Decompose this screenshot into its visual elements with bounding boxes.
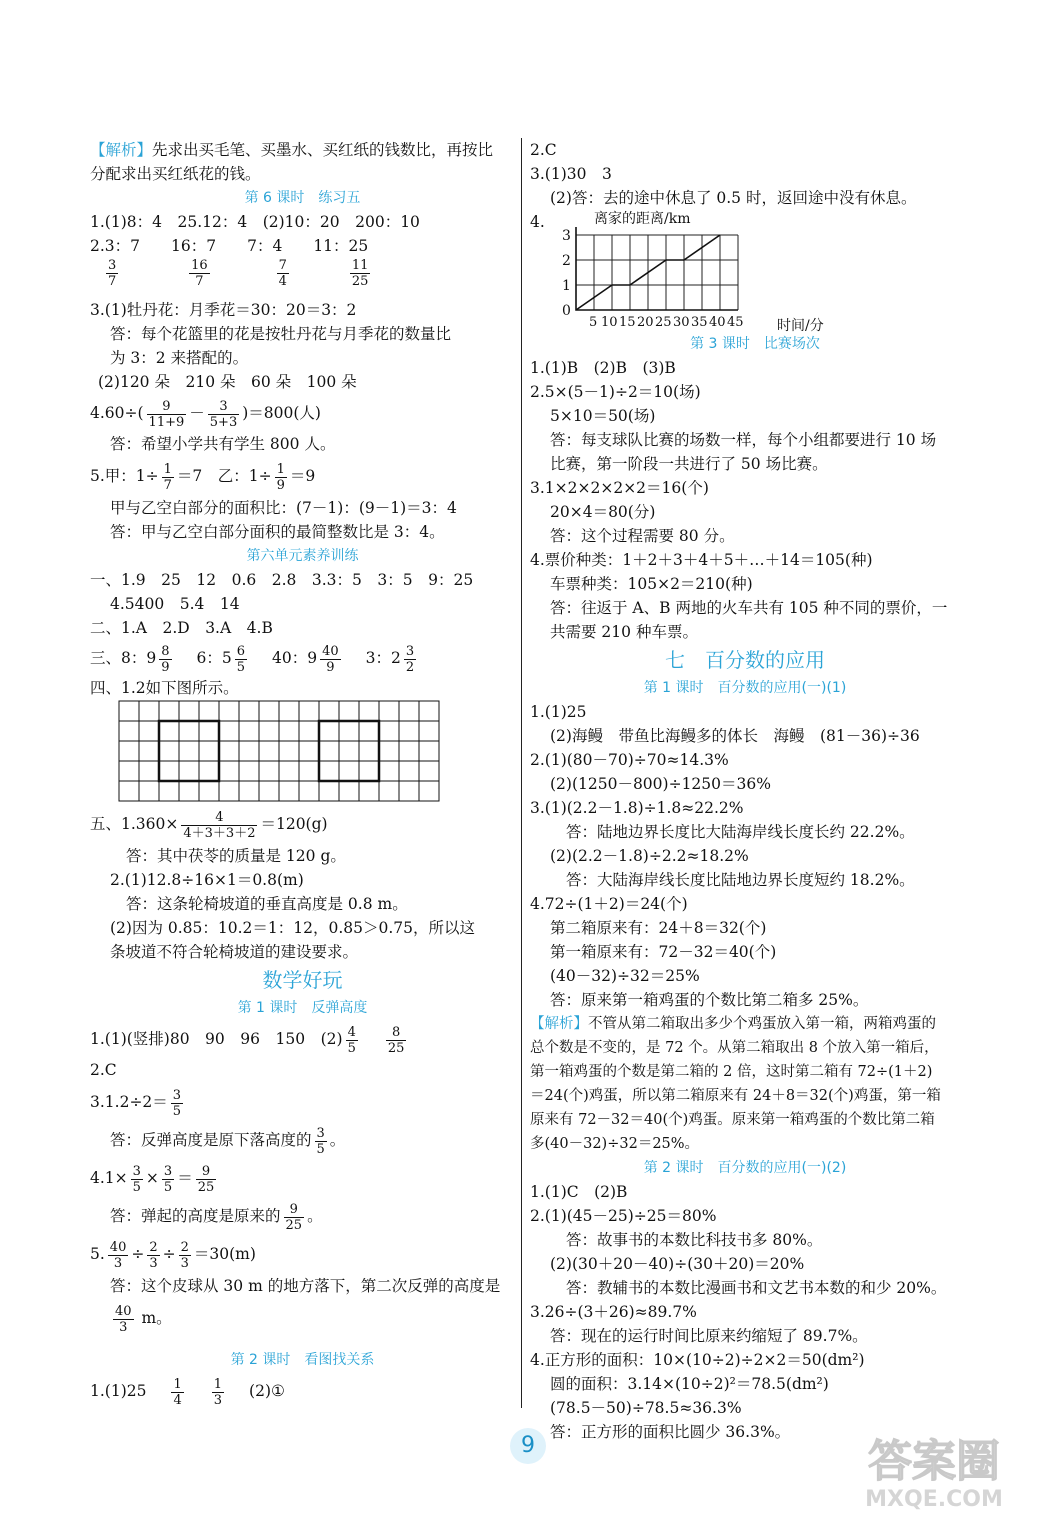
answer-line: 答：教辅书的本数比漫画书和文艺书本数的和少 20%。 bbox=[566, 1279, 947, 1297]
text-line: 分配求出买红纸花的钱。 bbox=[90, 165, 261, 183]
answer-line: 圆的面积：3.14×(10÷2)²＝78.5(dm²) bbox=[550, 1375, 829, 1393]
answer-line: 答：原来第一箱鸡蛋的个数比第二箱多 25%。 bbox=[550, 991, 869, 1009]
answer-line: 1.(1)25 bbox=[530, 703, 587, 721]
svg-text:MXQE.COM: MXQE.COM bbox=[865, 1487, 1003, 1512]
x-tick-label: 35 bbox=[691, 315, 708, 330]
answer-line: 答：反弹高度是原下落高度的 $\frac{3}{5}$ 。 bbox=[110, 1125, 346, 1157]
analysis-paragraph: 【解析】不管从第二箱取出多少个鸡蛋放入第一箱，两箱鸡蛋的总个数是不变的，是 72 个。从第二箱取出 8 个放入第一箱后，第一箱鸡蛋的个数是第二箱的 2 倍，这时第二箱有 72÷(1＋2)＝24(个)鸡蛋，所以第二箱原来有 24＋8＝32(个)鸡蛋，第一箱原来有 72－32＝40(个)鸡蛋。原来第一箱鸡蛋的个数比第二箱多(40－32)÷32＝25%。 bbox=[530, 1016, 941, 1152]
answer-line: 答：这个皮球从 30 m 的地方落下，第二次反弹的高度是 bbox=[110, 1277, 501, 1295]
answer-line: (2)答：去的途中休息了 0.5 时，返回途中没有休息。 bbox=[550, 189, 917, 207]
answer-line: (2)(30＋20－40)÷(30＋20)＝20% bbox=[550, 1255, 805, 1273]
answer-line: 答：每支球队比赛的场数一样，每个小组都要进行 10 场 bbox=[550, 431, 937, 449]
answer-line: 4.72÷(1＋2)＝24(个) bbox=[530, 895, 688, 913]
answer-line: $\frac{40}{3}$ m。 bbox=[115, 1303, 172, 1335]
grid-drawing bbox=[118, 700, 440, 802]
y-tick-label: 0 bbox=[562, 303, 571, 319]
fraction: $\frac{9}{25}$ bbox=[197, 1163, 215, 1195]
answer-line: 5.甲：1÷ $\frac{1}{7}$ ＝7 乙：1÷ $\frac{1}{9}$ ＝9 bbox=[90, 461, 316, 493]
fraction: $\frac{9}{11+9}$ bbox=[148, 398, 185, 430]
watermark-logo bbox=[844, 1424, 1024, 1514]
lesson-heading: 第 3 课时 比赛场次 bbox=[690, 336, 820, 352]
answer-line: 2.3：7 16：7 7：4 11：25 bbox=[90, 237, 369, 255]
fraction: $\frac{3}{2}$ bbox=[405, 643, 415, 675]
fraction: $\frac{4}{4+3+3+2}$ bbox=[183, 809, 256, 841]
fraction: $\frac{8}{9}$ bbox=[161, 643, 170, 675]
section-title: 数学好玩 bbox=[262, 968, 343, 992]
question-number: 4. bbox=[530, 213, 545, 231]
answer-line: 甲与乙空白部分的面积比：(7－1)：(9－1)＝3：4 bbox=[110, 499, 457, 517]
answer-line: 3.1.2÷2＝ $\frac{3}{5}$ bbox=[90, 1087, 182, 1119]
answer-line: 1.(1)B (2)B (3)B bbox=[530, 359, 676, 377]
distance-chart bbox=[530, 210, 960, 332]
fraction: $\frac{3}{5+3}$ bbox=[209, 398, 238, 430]
answer-line: (40－32)÷32＝25% bbox=[550, 967, 700, 985]
answer-line: 答：希望小学共有学生 800 人。 bbox=[110, 435, 336, 453]
answer-line: 答：弹起的高度是原来的 $\frac{9}{25}$ 。 bbox=[110, 1201, 323, 1233]
lesson-heading: 第 1 课时 反弹高度 bbox=[237, 1000, 368, 1016]
answer-line: 五、1.360× $\frac{4}{4+3+3+2}$ ＝120(g) bbox=[90, 809, 328, 841]
answer-line: 答：这条轮椅坡道的垂直高度是 0.8 m。 bbox=[126, 895, 408, 913]
answer-line: (2)因为 0.85：10.2＝1：12，0.85＞0.75，所以这 bbox=[110, 919, 476, 937]
answer-line: 3.1×2×2×2×2＝16(个) bbox=[530, 479, 709, 497]
fraction: $\frac{2}{3}$ bbox=[180, 1239, 189, 1271]
x-tick-label: 45 bbox=[727, 315, 744, 330]
analysis-line: 【解析】先求出买毛笔、买墨水、买红纸的钱数比，再按比 bbox=[90, 141, 494, 159]
answer-line: 答：正方形的面积比圆少 36.3%。 bbox=[550, 1423, 791, 1441]
answer-line: 2.5×(5－1)÷2＝10(场) bbox=[530, 383, 701, 401]
answer-line: 2.(1)12.8÷16×1＝0.8(m) bbox=[110, 871, 304, 889]
answer-line: 四、1.2如下图所示。 bbox=[90, 679, 239, 697]
answer-line: 三、8：9 $\frac{8}{9}$ 6：5 $\frac{6}{5}$ 40：9 $\frac{40}{9}$ 3：2 $\frac{3}{2}$ bbox=[90, 643, 415, 675]
fraction: $\frac{11}{25}$ bbox=[351, 258, 369, 289]
lesson-heading: 第 2 课时 百分数的应用(一)(2) bbox=[643, 1160, 847, 1176]
answer-line: 3.(1)牡丹花：月季花＝30：20＝3：2 bbox=[90, 301, 357, 319]
answer-line: 共需要 210 种车票。 bbox=[550, 623, 698, 641]
answer-line: 2.C bbox=[530, 141, 557, 159]
fraction: $\frac{3}{5}$ bbox=[172, 1087, 182, 1119]
answer-line: 3.(1)(2.2－1.8)÷1.8≈22.2% bbox=[530, 799, 744, 817]
answer-line: 3.(1)30 3 bbox=[530, 165, 612, 183]
fraction: $\frac{6}{5}$ bbox=[236, 643, 246, 675]
y-tick-label: 1 bbox=[562, 278, 571, 294]
fraction: $\frac{3}{5}$ bbox=[163, 1163, 173, 1195]
fraction: $\frac{1}{4}$ bbox=[173, 1376, 182, 1408]
answer-line: (2)海鳗 带鱼比海鳗多的体长 海鳗 (81－36)÷36 bbox=[550, 727, 920, 745]
right-column bbox=[530, 138, 960, 1444]
answer-line: 答：陆地边界长度比大陆海岸线长度长约 22.2%。 bbox=[566, 823, 915, 841]
answer-line: 答：每个花篮里的花是按牡丹花与月季花的数量比 bbox=[110, 325, 452, 343]
lesson-heading: 第 1 课时 百分数的应用(一)(1) bbox=[643, 680, 847, 696]
answer-line: 2.(1)(80－70)÷70≈14.3% bbox=[530, 751, 729, 769]
answer-line: 答：故事书的本数比科技书多 80%。 bbox=[566, 1231, 823, 1249]
fraction: $\frac{40}{3}$ bbox=[109, 1239, 127, 1271]
answer-line: 3.26÷(3＋26)≈89.7% bbox=[530, 1303, 697, 1321]
answer-line: 一、1.9 25 12 0.6 2.8 3.3：5 3：5 9：25 bbox=[90, 571, 474, 589]
answer-line: 答：现在的运行时间比原来约缩短了 89.7%。 bbox=[550, 1327, 868, 1345]
answer-line: 1.(1)25 $\frac{1}{4}$ $\frac{1}{3}$ (2)① bbox=[90, 1376, 285, 1408]
fraction: $\frac{3}{5}$ bbox=[316, 1125, 325, 1157]
x-tick-label: 25 bbox=[655, 315, 672, 330]
x-tick-label: 15 bbox=[619, 315, 636, 330]
x-tick-label: 30 bbox=[673, 315, 690, 330]
x-axis-label: 时间/分 bbox=[777, 318, 824, 332]
answer-line: (2)(1250－800)÷1250＝36% bbox=[550, 775, 771, 793]
fraction: $\frac{4}{5}$ bbox=[347, 1024, 356, 1056]
fraction: $\frac{16}{7}$ bbox=[191, 258, 208, 289]
answer-line: 20×4＝80(分) bbox=[550, 503, 656, 521]
answer-line: 5×10＝50(场) bbox=[550, 407, 656, 425]
y-axis-label: 离家的距离/km bbox=[594, 211, 691, 227]
y-tick-label: 3 bbox=[562, 228, 571, 244]
fraction: $\frac{1}{7}$ bbox=[163, 461, 172, 493]
grid-figure bbox=[90, 700, 515, 804]
svg-text:答案圈: 答案圈 bbox=[868, 1436, 1000, 1487]
answer-line: 2.(1)(45－25)÷25＝80% bbox=[530, 1207, 717, 1225]
answer-line: 答：大陆海岸线长度比陆地边界长度短约 18.2%。 bbox=[566, 871, 915, 889]
unit-title: 七 百分数的应用 bbox=[665, 648, 825, 672]
answer-line: 5. $\frac{40}{3}$ ÷ $\frac{2}{3}$ ÷ $\frac{2}{3}$ ＝30(m) bbox=[90, 1239, 256, 1271]
lesson-heading: 第 6 课时 练习五 bbox=[244, 190, 361, 206]
fraction-row bbox=[90, 258, 515, 298]
answer-line: 答：这个过程需要 80 分。 bbox=[550, 527, 735, 545]
answer-line: 车票种类：105×2＝210(种) bbox=[550, 575, 753, 593]
answer-line: 1.(1)C (2)B bbox=[530, 1183, 628, 1201]
answer-line: (2)(2.2－1.8)÷2.2≈18.2% bbox=[550, 847, 749, 865]
x-tick-label: 20 bbox=[637, 315, 654, 330]
answer-line: 比赛，第一阶段一共进行了 50 场比赛。 bbox=[550, 455, 828, 473]
answer-line: 第二箱原来有：24＋8＝32(个) bbox=[550, 919, 767, 937]
fraction: $\frac{9}{25}$ bbox=[285, 1201, 303, 1233]
column-divider bbox=[521, 138, 522, 1408]
page-number: 9 bbox=[510, 1428, 546, 1464]
x-tick-label: 10 bbox=[601, 315, 618, 330]
fraction: $\frac{1}{9}$ bbox=[276, 461, 285, 493]
fraction: $\frac{1}{3}$ bbox=[213, 1376, 223, 1408]
left-column bbox=[90, 138, 515, 1410]
fraction: $\frac{40}{9}$ bbox=[322, 643, 339, 675]
fraction: $\frac{3}{5}$ bbox=[132, 1163, 141, 1195]
answer-line: 答：往返于 A、B 两地的火车共有 105 种不同的票价，一 bbox=[550, 599, 948, 617]
line-chart bbox=[542, 210, 842, 332]
fraction: $\frac{3}{7}$ bbox=[107, 258, 117, 289]
answer-line: 第一箱原来有：72－32＝40(个) bbox=[550, 943, 777, 961]
answer-line: 4.5400 5.4 14 bbox=[110, 595, 240, 613]
answer-line: 为 3：2 来搭配的。 bbox=[110, 349, 249, 367]
fraction: $\frac{7}{4}$ bbox=[278, 258, 287, 289]
fraction: $\frac{40}{3}$ bbox=[115, 1303, 132, 1335]
answer-line: 4.票价种类：1＋2＋3＋4＋5＋…＋14＝105(种) bbox=[530, 551, 873, 569]
y-tick-label: 2 bbox=[562, 253, 571, 269]
x-tick-label: 40 bbox=[709, 315, 726, 330]
answer-line: 4.正方形的面积：10×(10÷2)÷2×2＝50(dm²) bbox=[530, 1351, 865, 1369]
lesson-heading: 第 2 课时 看图找关系 bbox=[230, 1352, 375, 1368]
answer-line: (78.5－50)÷78.5≈36.3% bbox=[550, 1399, 742, 1417]
answer-line: (2)120 朵 210 朵 60 朵 100 朵 bbox=[98, 373, 357, 391]
x-tick-label: 5 bbox=[589, 315, 598, 330]
answer-line: 条坡道不符合轮椅坡道的建设要求。 bbox=[110, 943, 359, 961]
answer-line: 2.C bbox=[90, 1061, 117, 1079]
answer-line: 4.1× $\frac{3}{5}$ × $\frac{3}{5}$ ＝ $\frac{9}{25}$ bbox=[90, 1163, 215, 1195]
answer-line: 1.(1)(竖排)80 90 96 150 (2) $\frac{4}{5}$ $\frac{8}{25}$ bbox=[90, 1024, 405, 1056]
answer-line: 答：其中茯苓的质量是 120 g。 bbox=[126, 847, 346, 865]
answer-line: 二、1.A 2.D 3.A 4.B bbox=[90, 619, 273, 637]
fraction: $\frac{2}{3}$ bbox=[149, 1239, 158, 1271]
answer-line: 答：甲与乙空白部分面积的最简整数比是 3：4。 bbox=[110, 523, 445, 541]
answer-line: 4.60÷( $\frac{9}{11+9}$ － $\frac{3}{5+3}$ )＝800(人) bbox=[90, 398, 321, 430]
fraction: $\frac{8}{25}$ bbox=[387, 1024, 405, 1056]
answer-line: 1.(1)8：4 25.12：4 (2)10：20 200：10 bbox=[90, 213, 420, 231]
unit-heading: 第六单元素养训练 bbox=[246, 548, 359, 564]
